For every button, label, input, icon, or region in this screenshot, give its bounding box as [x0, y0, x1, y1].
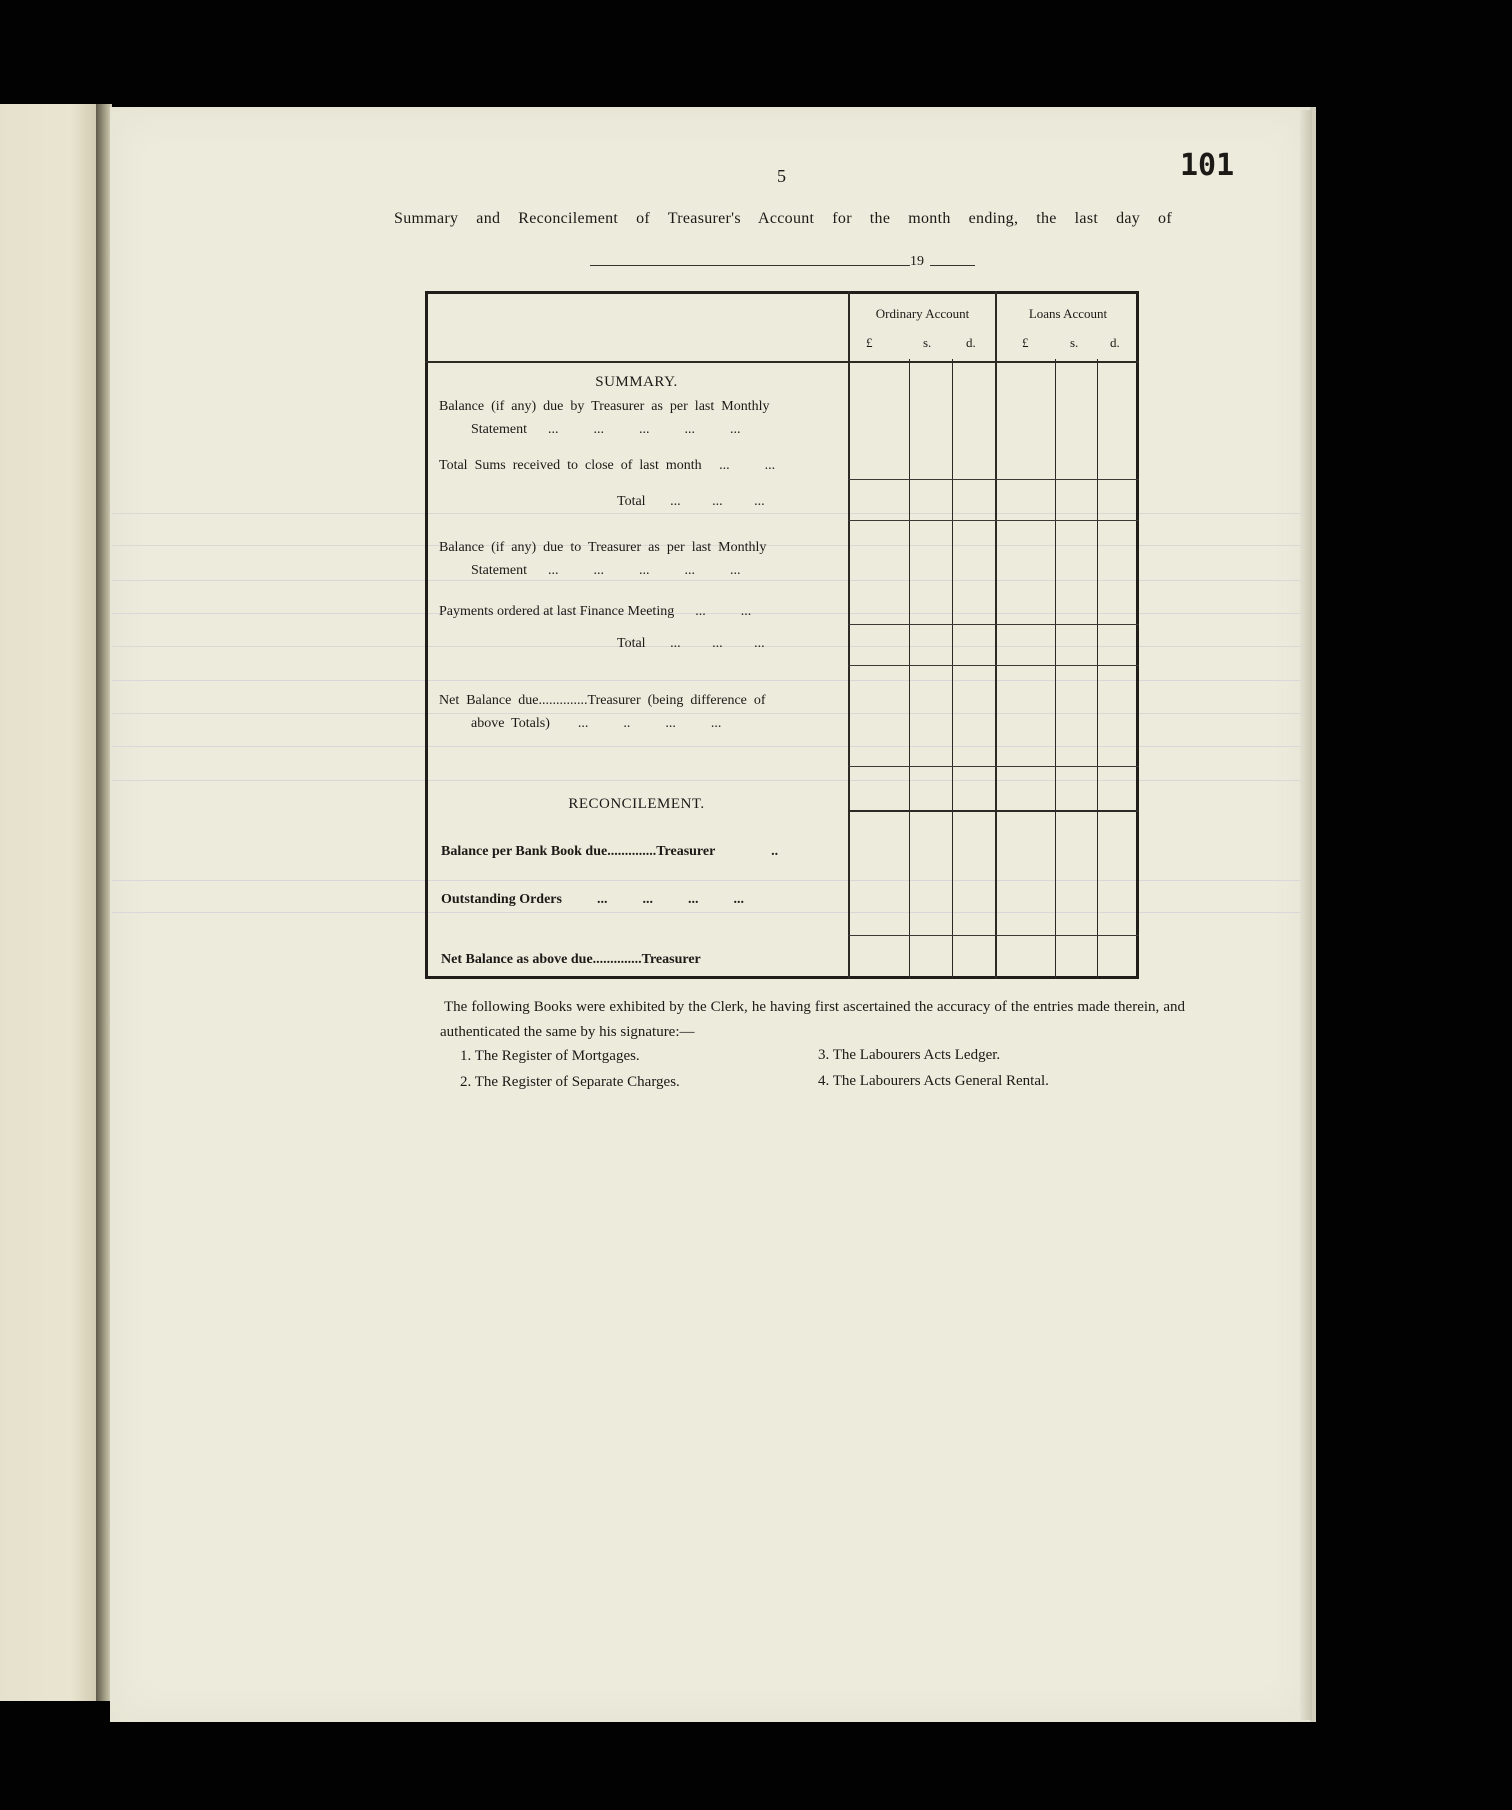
unit-pence: d. — [1110, 335, 1120, 350]
folio-number: 101 — [1180, 148, 1235, 183]
row-balance-due-to-line1: Balance (if any) due to Treasurer as per last Monthly — [439, 540, 767, 555]
row-total-2: Total ... ... ... — [617, 636, 765, 651]
year-prefix: 19 — [910, 254, 924, 269]
summary-title: SUMMARY. — [595, 374, 678, 390]
unit-pounds: £ — [866, 335, 873, 350]
row-rule — [848, 665, 1139, 666]
account-table — [425, 291, 1143, 979]
header-rule — [425, 361, 1139, 363]
row-net-balance-line1: Net Balance due..............Treasurer (being difference of — [439, 693, 766, 708]
row-rule — [848, 624, 1139, 625]
col-ordinary-account: Ordinary Account — [875, 306, 970, 321]
divider-ord-s — [909, 359, 910, 979]
book-item-3: 3. The Labourers Acts Ledger. — [818, 1047, 1001, 1063]
page-heading: Summary and Reconcilement of Treasurer's Account for the month ending, the last day of — [394, 210, 1172, 227]
books-paragraph: The following Books were exhibited by the Clerk, he having first ascertained the accuracy of the entries made therein, and authenticated the same by his signature:— — [440, 999, 1185, 1040]
book-item-1: 1. The Register of Mortgages. — [460, 1048, 640, 1064]
reconcilement-title: RECONCILEMENT. — [568, 796, 705, 812]
row-net-balance-line2: above Totals) ... .. ... ... — [471, 716, 722, 731]
divider-ord-d — [952, 359, 953, 979]
row-outstanding-orders: Outstanding Orders ... ... ... ... — [441, 892, 744, 907]
row-balance-due-by-line2: Statement ... ... ... ... ... — [471, 422, 741, 437]
row-payments-ordered: Payments ordered at last Finance Meeting ... ... — [439, 604, 752, 619]
row-total-1: Total ... ... ... — [617, 494, 765, 509]
col-loans-account: Loans Account — [1028, 306, 1108, 321]
year-blank — [930, 265, 975, 266]
row-balance-due-by-line1: Balance (if any) due by Treasurer as per last Monthly — [439, 399, 770, 414]
divider-loans-d — [1097, 359, 1098, 979]
row-net-balance-above: Net Balance as above due..............Treasurer — [441, 952, 701, 967]
page-number: 5 — [777, 166, 786, 186]
left-page — [0, 104, 100, 1701]
table-frame — [425, 291, 1139, 979]
date-line — [590, 254, 975, 272]
book-item-2: 2. The Register of Separate Charges. — [460, 1074, 680, 1090]
row-rule — [848, 520, 1139, 521]
row-balance-due-to-line2: Statement ... ... ... ... ... — [471, 563, 741, 578]
row-rule — [848, 766, 1139, 767]
unit-shillings: s. — [923, 335, 932, 350]
row-balance-bank-book: Balance per Bank Book due..............Treasurer .. — [441, 844, 779, 859]
unit-shillings: s. — [1070, 335, 1079, 350]
unit-pence: d. — [966, 335, 976, 350]
unit-pounds: £ — [1022, 335, 1029, 350]
book-item-4: 4. The Labourers Acts General Rental. — [818, 1073, 1049, 1089]
divider-loans-s — [1055, 359, 1056, 979]
page-edge — [1300, 110, 1312, 1720]
divider-description — [848, 291, 850, 979]
row-rule — [848, 935, 1139, 936]
row-rule — [848, 479, 1139, 480]
row-total-sums-received: Total Sums received to close of last month ... ... — [439, 458, 776, 473]
divider-loans — [995, 291, 997, 979]
month-blank — [590, 265, 910, 266]
section-rule — [848, 810, 1139, 812]
